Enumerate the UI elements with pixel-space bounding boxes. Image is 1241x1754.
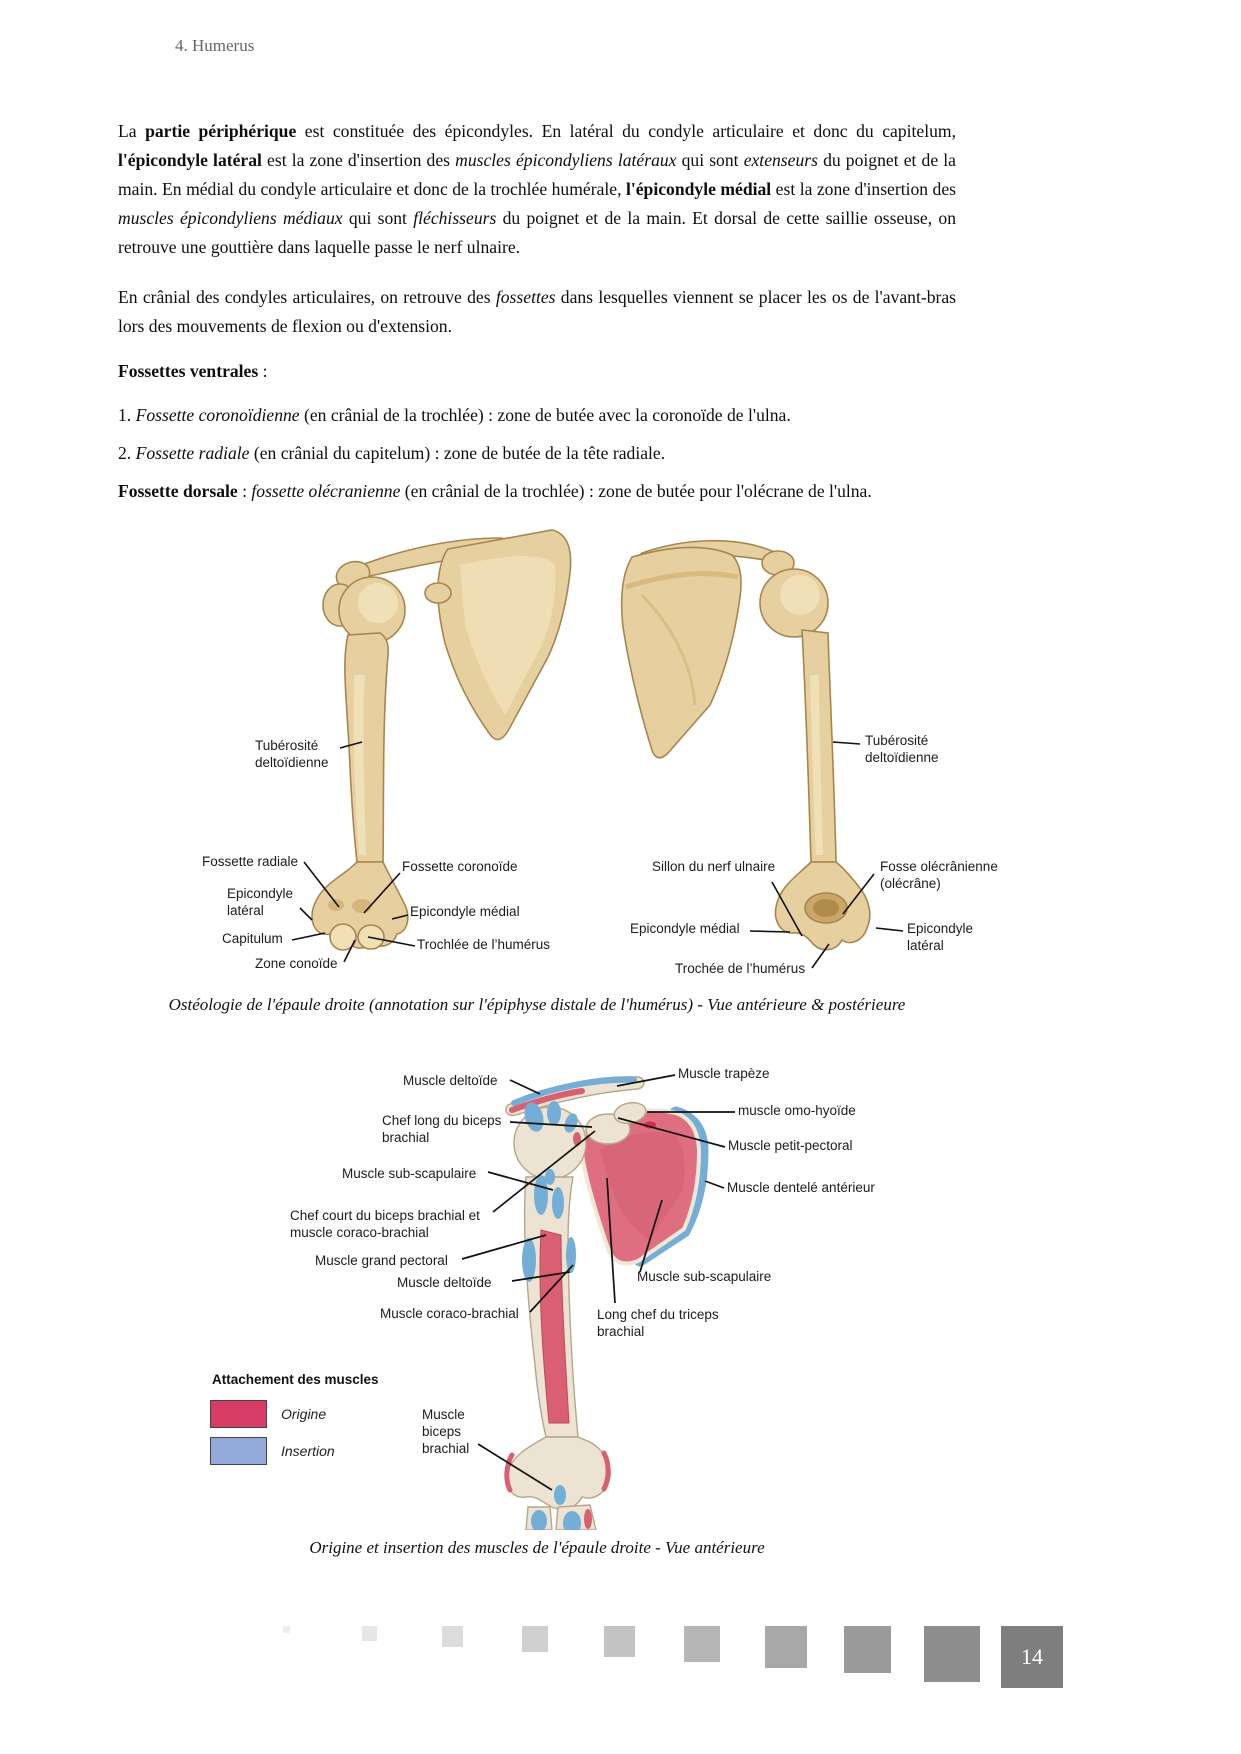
legend-origin-swatch [210, 1400, 267, 1428]
footer-square [844, 1626, 891, 1673]
page-header: 4. Humerus [175, 36, 255, 55]
label-epicondyle-medial-posterior: Epicondyle médial [630, 921, 740, 936]
footer-square [283, 1626, 290, 1633]
label-fossette-coronoide: Fossette coronoïde [402, 859, 518, 874]
legend-insertion-label: Insertion [281, 1443, 335, 1459]
label-trochee-humerus: Trochée de l’humérus [675, 961, 806, 976]
list-item-fossette-radiale: 2. Fossette radiale (en crânial du capitelum) : zone de butée de la tête radiale. [118, 442, 666, 463]
label-chef-court-biceps-coraco: Chef court du biceps brachial et muscle coraco-brachial [290, 1208, 480, 1240]
label-muscle-sub-scapulaire-left: Muscle sub-scapulaire [342, 1166, 477, 1181]
label-epicondyle-medial-anterior: Epicondyle médial [410, 904, 520, 919]
legend-origin-label: Origine [281, 1406, 327, 1422]
label-muscle-grand-pectoral: Muscle grand pectoral [315, 1253, 448, 1268]
label-trochlee-humerus: Trochlée de l’humérus [417, 937, 551, 952]
body-paragraph-1: La partie périphérique est constituée des épicondyles. En latéral du condyle articulaire et donc du capitelum, l'épicondyle latéral est la zone d'insertion des muscles épicondyliens latéraux qui sont extenseurs du poignet et de la main. En médial du condyle articulaire et donc de la trochlée humérale, l'épicondyle médial est la zone d'insertion des muscles épicondyliens médiaux qui sont fléchisseurs du poignet et de la main. Et dorsal de cette saillie osseuse, on retrouve une gouttière dans laquelle passe le nerf ulnaire. [118, 120, 957, 257]
anterior-view-bones [312, 530, 571, 950]
label-muscle-coraco-brachial: Muscle coraco-brachial [380, 1306, 519, 1321]
footer-square [684, 1626, 720, 1662]
label-tuberosite-deltoidienne-posterior: Tubérosité deltoïdienne [865, 733, 939, 765]
label-fossette-radiale: Fossette radiale [202, 854, 299, 869]
label-capitulum: Capitulum [222, 931, 283, 946]
footer-square [765, 1626, 807, 1668]
list-item-fossette-coronoidienne: 1. Fossette coronoïdienne (en crânial de la trochlée) : zone de butée avec la coronoïde de l'ulna. [118, 404, 791, 425]
label-muscle-biceps-brachial: Muscle biceps brachial [422, 1407, 470, 1456]
label-zone-conoide: Zone conoïde [255, 956, 338, 971]
label-epicondyle-lateral-anterior: Epicondyle latéral [227, 886, 294, 918]
label-tuberosite-deltoidienne-anterior: Tubérosité deltoïdienne [255, 738, 329, 770]
footer-square [604, 1626, 635, 1657]
label-muscle-omo-hyoide: muscle omo-hyoïde [738, 1103, 856, 1118]
label-muscle-trapeze: Muscle trapèze [678, 1066, 770, 1081]
label-fosse-olecranienne: Fosse olécrânienne (olécrâne) [880, 859, 998, 891]
footer-square [924, 1626, 980, 1682]
legend-title: Attachement des muscles [212, 1372, 379, 1387]
page-number: 14 [1021, 1644, 1043, 1669]
figure2-caption: Origine et insertion des muscles de l'épaule droite - Vue antérieure [309, 1538, 765, 1557]
heading-fossettes-ventrales: Fossettes ventrales : [118, 360, 268, 381]
footer-page-number-square [1001, 1626, 1063, 1688]
label-muscle-petit-pectoral: Muscle petit-pectoral [728, 1138, 853, 1153]
body-paragraph-2: En crânial des condyles articulaires, on retrouve des fossettes dans lesquelles viennent se placer les os de l'avant-bras lors des mouvements de flexion ou d'extension. [118, 286, 957, 336]
footer-square [362, 1626, 377, 1641]
figure1-caption: Ostéologie de l'épaule droite (annotation sur l'épiphyse distale de l'humérus) - Vue antérieure & postérieure [168, 995, 906, 1014]
footer-square [522, 1626, 548, 1652]
label-muscle-dentele-anterieur: Muscle dentelé antérieur [727, 1180, 875, 1195]
muscle-diagram-shapes [506, 1077, 702, 1530]
label-muscle-deltoide-top: Muscle deltoïde [403, 1073, 498, 1088]
label-chef-long-biceps: Chef long du biceps brachial [382, 1113, 502, 1145]
label-long-chef-triceps: Long chef du triceps brachial [597, 1307, 719, 1339]
paragraph-fossette-dorsale: Fossette dorsale : fossette olécranienne (en crânial de la trochlée) : zone de butée pour l'olécrane de l'ulna. [118, 480, 872, 501]
label-sillon-nerf-ulnaire: Sillon du nerf ulnaire [652, 859, 776, 874]
footer-square [442, 1626, 463, 1647]
label-muscle-sub-scapulaire-right: Muscle sub-scapulaire [637, 1269, 772, 1284]
legend-insertion-swatch [210, 1437, 267, 1465]
label-epicondyle-lateral-posterior: Epicondyle latéral [907, 921, 974, 953]
label-muscle-deltoide-2: Muscle deltoïde [397, 1275, 492, 1290]
posterior-view-bones [622, 541, 870, 950]
